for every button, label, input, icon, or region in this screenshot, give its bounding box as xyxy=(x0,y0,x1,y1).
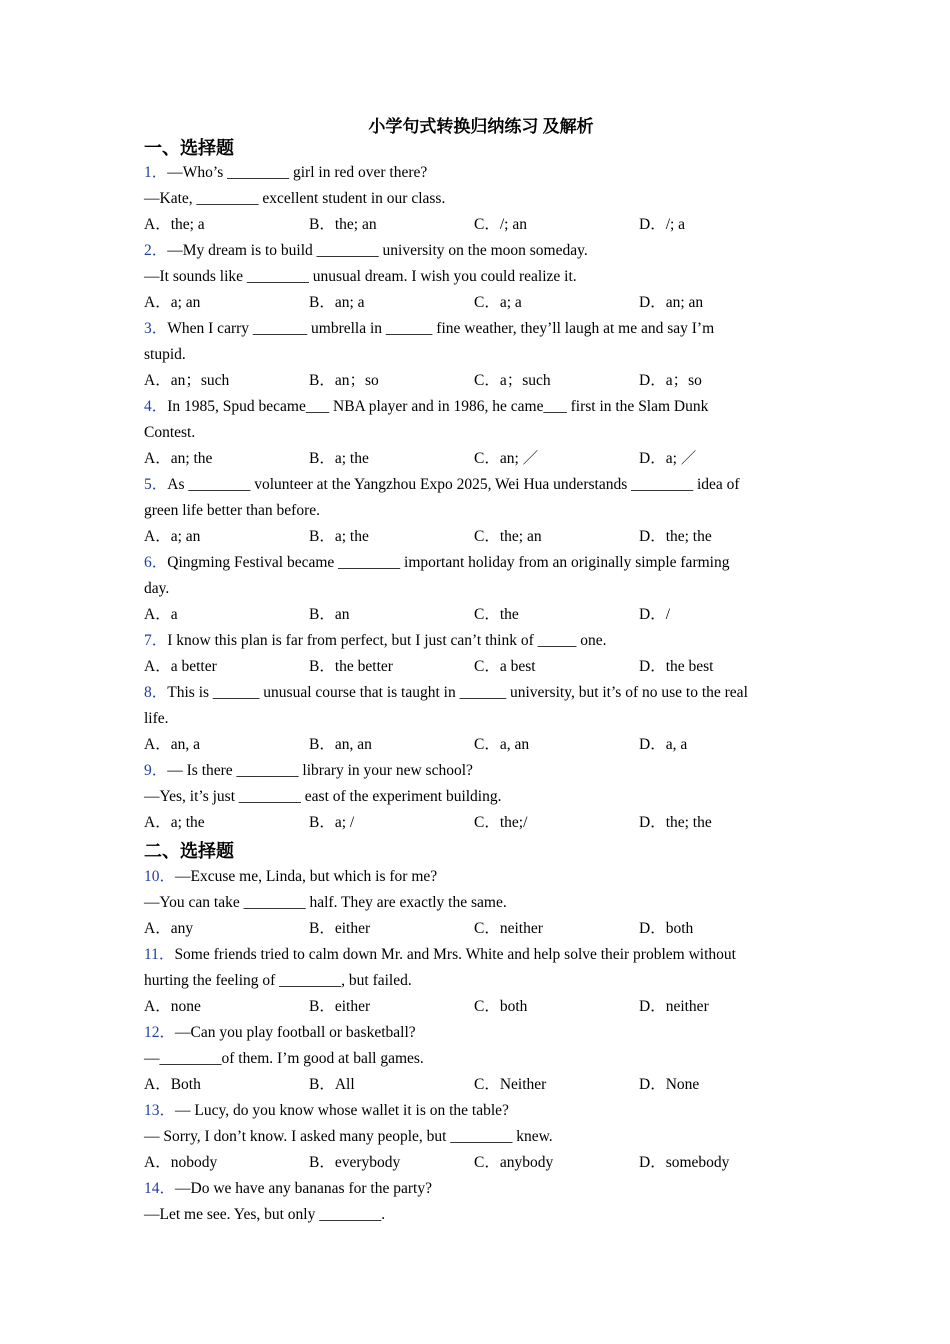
question-text: Contest. xyxy=(144,424,196,441)
answer-option: A．a xyxy=(144,606,178,623)
question-stem xyxy=(144,316,804,342)
answer-option: D．an; an xyxy=(639,294,704,311)
answer-option: D．/ xyxy=(639,606,671,623)
answer-option: D．somebody xyxy=(639,1154,730,1171)
answer-option: B．either xyxy=(309,998,371,1015)
answer-option: D．None xyxy=(639,1076,700,1093)
answer-option: C．the;/ xyxy=(474,814,528,831)
answer-option: B．either xyxy=(309,920,371,937)
question-number: 8． xyxy=(144,684,168,701)
answer-options xyxy=(144,732,804,758)
question-text: —Kate, ________ excellent student in our class. xyxy=(144,190,446,207)
question-text: —________of them. I’m good at ball games. xyxy=(144,1050,424,1067)
answer-option: B．the better xyxy=(309,658,393,675)
answer-option: A．the; a xyxy=(144,216,205,233)
answer-option: C．a; a xyxy=(474,294,522,311)
question-line xyxy=(144,706,804,732)
question-number: 10． xyxy=(144,868,176,885)
question-text: —My dream is to build ________ university on the moon someday. xyxy=(167,242,588,259)
answer-option: C．a best xyxy=(474,658,536,675)
answer-option: D．a, a xyxy=(639,736,688,753)
question-line xyxy=(144,784,804,810)
question-block xyxy=(144,472,804,550)
answer-option: D．a; ／ xyxy=(639,450,697,467)
answer-option: A．a; an xyxy=(144,528,201,545)
answer-option: A．any xyxy=(144,920,194,937)
answer-option: D．neither xyxy=(639,998,709,1015)
question-line xyxy=(144,420,804,446)
section-heading: 一、选择题 xyxy=(144,138,234,158)
question-line xyxy=(144,576,804,602)
question-line xyxy=(144,186,804,212)
question-number: 2． xyxy=(144,242,168,259)
answer-options xyxy=(144,524,804,550)
answer-option: B．a; the xyxy=(309,450,369,467)
question-stem xyxy=(144,238,804,264)
answer-options xyxy=(144,212,804,238)
question-text: —Who’s ________ girl in red over there? xyxy=(167,164,428,181)
question-block xyxy=(144,628,804,680)
question-text: stupid. xyxy=(144,346,186,363)
question-stem xyxy=(144,1098,804,1124)
question-text: green life better than before. xyxy=(144,502,321,519)
answer-option: B．All xyxy=(309,1076,355,1093)
question-text: Some friends tried to calm down Mr. and Mrs. White and help solve their problem without xyxy=(174,946,736,963)
answer-options xyxy=(144,810,804,836)
question-text: — Lucy, do you know whose wallet it is on the table? xyxy=(175,1102,509,1119)
answer-option: A．Both xyxy=(144,1076,201,1093)
question-stem xyxy=(144,550,804,576)
answer-options xyxy=(144,1150,804,1176)
question-number: 7． xyxy=(144,632,168,649)
answer-option: C．both xyxy=(474,998,528,1015)
question-stem xyxy=(144,628,804,654)
question-text: In 1985, Spud became___ NBA player and in 1986, he came___ first in the Slam Dunk xyxy=(167,398,709,415)
answer-option: D．a；so xyxy=(639,372,702,389)
answer-option: B．a; / xyxy=(309,814,355,831)
answer-options xyxy=(144,368,804,394)
question-number: 12． xyxy=(144,1024,176,1041)
question-text: As ________ volunteer at the Yangzhou Expo 2025, Wei Hua understands ________ idea of xyxy=(167,476,740,493)
question-block xyxy=(144,238,804,316)
question-line xyxy=(144,1046,804,1072)
question-number: 4． xyxy=(144,398,168,415)
question-block xyxy=(144,1098,804,1176)
answer-option: C．the xyxy=(474,606,519,623)
answer-options xyxy=(144,916,804,942)
question-line xyxy=(144,264,804,290)
question-text: hurting the feeling of ________, but failed. xyxy=(144,972,412,989)
question-line xyxy=(144,968,804,994)
answer-option: D．the best xyxy=(639,658,714,675)
question-stem xyxy=(144,680,804,706)
answer-option: A．none xyxy=(144,998,201,1015)
answer-options xyxy=(144,1072,804,1098)
question-block xyxy=(144,160,804,238)
answer-option: B．an xyxy=(309,606,350,623)
question-text: —It sounds like ________ unusual dream. I wish you could realize it. xyxy=(144,268,577,285)
answer-option: C．the; an xyxy=(474,528,542,545)
answer-option: A．a; the xyxy=(144,814,205,831)
question-number: 6． xyxy=(144,554,168,571)
answer-option: D．/; a xyxy=(639,216,686,233)
answer-option: C．Neither xyxy=(474,1076,547,1093)
question-stem xyxy=(144,758,804,784)
question-block xyxy=(144,550,804,628)
question-line xyxy=(144,498,804,524)
answer-option: D．the; the xyxy=(639,814,712,831)
question-text: Qingming Festival became ________ important holiday from an originally simple farming xyxy=(167,554,730,571)
answer-options xyxy=(144,602,804,628)
question-stem xyxy=(144,160,804,186)
question-text: I know this plan is far from perfect, but I just can’t think of _____ one. xyxy=(167,632,607,649)
question-text: When I carry _______ umbrella in ______ fine weather, they’ll laugh at me and say I’m xyxy=(167,320,715,337)
answer-options xyxy=(144,290,804,316)
question-text: —Let me see. Yes, but only ________. xyxy=(144,1206,386,1223)
answer-option: A．an；such xyxy=(144,372,230,389)
answer-option: C．/; an xyxy=(474,216,527,233)
page-title: 小学句式转换归纳练习 及解析 xyxy=(368,117,594,136)
question-text: — Sorry, I don’t know. I asked many people, but ________ knew. xyxy=(144,1128,553,1145)
answer-option: A．an; the xyxy=(144,450,213,467)
question-block xyxy=(144,394,804,472)
question-stem xyxy=(144,1020,804,1046)
question-block xyxy=(144,1176,804,1228)
answer-option: B．an; a xyxy=(309,294,365,311)
answer-option: B．an, an xyxy=(309,736,372,753)
question-text: —Yes, it’s just ________ east of the experiment building. xyxy=(144,788,502,805)
answer-option: B．the; an xyxy=(309,216,377,233)
answer-option: C．a, an xyxy=(474,736,530,753)
question-number: 5． xyxy=(144,476,168,493)
question-text: —Can you play football or basketball? xyxy=(175,1024,416,1041)
question-number: 13． xyxy=(144,1102,176,1119)
question-block xyxy=(144,316,804,394)
question-text: —You can take ________ half. They are exactly the same. xyxy=(144,894,507,911)
question-text: This is ______ unusual course that is taught in ______ university, but it’s of no use to the real xyxy=(167,684,748,701)
question-stem xyxy=(144,1176,804,1202)
question-text: —Excuse me, Linda, but which is for me? xyxy=(175,868,438,885)
question-number: 14． xyxy=(144,1180,176,1197)
question-stem xyxy=(144,864,804,890)
question-number: 11． xyxy=(144,946,175,963)
answer-option: C．a；such xyxy=(474,372,551,389)
answer-option: B．an；so xyxy=(309,372,379,389)
question-line xyxy=(144,1202,804,1228)
document-body xyxy=(144,136,804,1228)
section-heading: 二、选择题 xyxy=(144,841,234,861)
question-line xyxy=(144,342,804,368)
question-line xyxy=(144,1124,804,1150)
answer-option: C．neither xyxy=(474,920,543,937)
question-text: life. xyxy=(144,710,169,727)
question-block xyxy=(144,758,804,836)
answer-option: D．both xyxy=(639,920,694,937)
answer-option: A．nobody xyxy=(144,1154,218,1171)
question-number: 1． xyxy=(144,164,168,181)
answer-option: B．everybody xyxy=(309,1154,401,1171)
answer-options xyxy=(144,446,804,472)
answer-option: C．anybody xyxy=(474,1154,554,1171)
question-stem xyxy=(144,942,804,968)
question-block xyxy=(144,1020,804,1098)
answer-option: A．an, a xyxy=(144,736,200,753)
answer-option: B．a; the xyxy=(309,528,369,545)
question-text: — Is there ________ library in your new school? xyxy=(167,762,473,779)
question-line xyxy=(144,890,804,916)
question-text: day. xyxy=(144,580,170,597)
answer-option: A．a; an xyxy=(144,294,201,311)
question-block xyxy=(144,942,804,1020)
question-block xyxy=(144,864,804,942)
answer-option: C．an; ／ xyxy=(474,450,539,467)
question-stem xyxy=(144,394,804,420)
question-number: 3． xyxy=(144,320,168,337)
answer-options xyxy=(144,654,804,680)
question-number: 9． xyxy=(144,762,168,779)
question-block xyxy=(144,680,804,758)
document-page xyxy=(144,112,804,1228)
answer-option: D．the; the xyxy=(639,528,712,545)
question-stem xyxy=(144,472,804,498)
answer-options xyxy=(144,994,804,1020)
answer-option: A．a better xyxy=(144,658,217,675)
question-text: —Do we have any bananas for the party? xyxy=(175,1180,432,1197)
